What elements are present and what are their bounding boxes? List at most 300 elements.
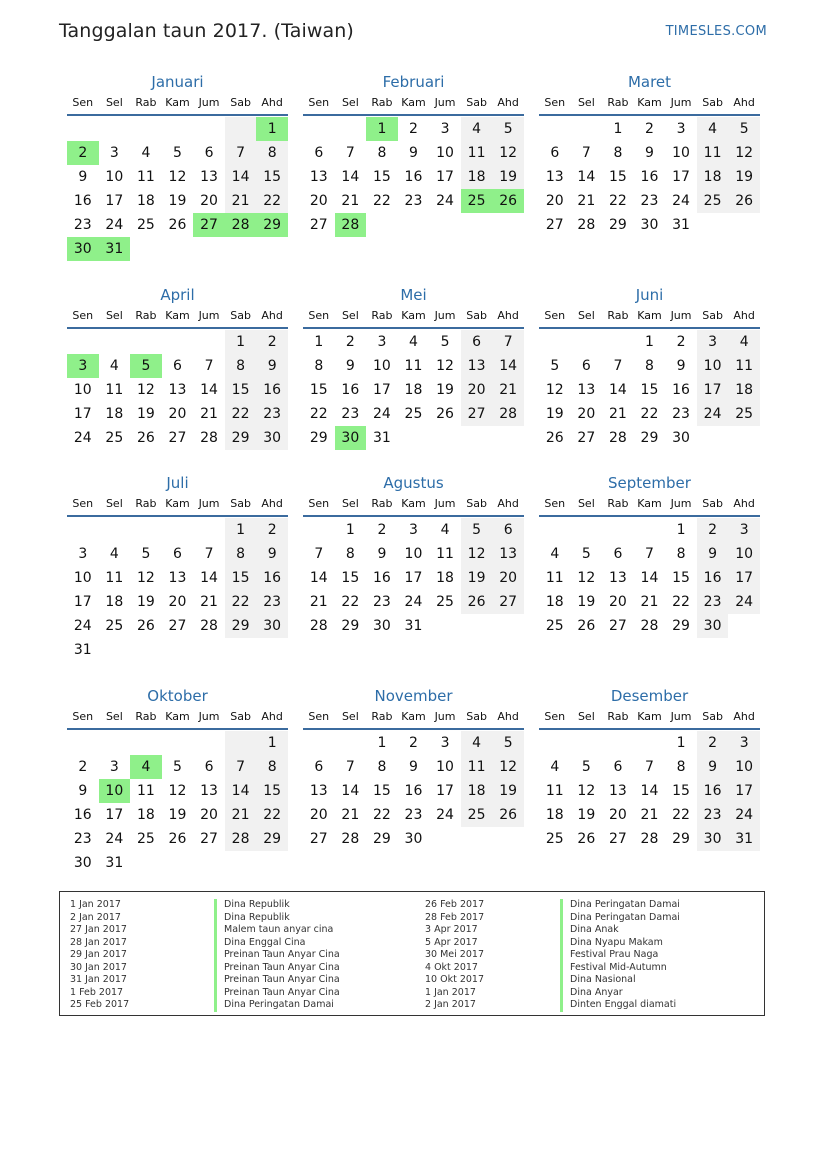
day-cell: 23	[404, 193, 423, 209]
day-cell: 19	[136, 594, 155, 610]
month-name: Desember	[610, 687, 689, 705]
empty-day-cell	[728, 614, 760, 638]
day-cell: 19	[436, 382, 454, 398]
day-cell: 21	[200, 406, 218, 422]
day-cell: 9	[697, 542, 729, 566]
day-cell: 23	[404, 807, 423, 823]
weekday-label: Rab	[607, 96, 629, 109]
weekday-label: Jum	[198, 497, 220, 510]
day-cell: 15	[672, 783, 690, 799]
weekday-label: Ahd	[497, 309, 519, 322]
day-cell: 21	[225, 803, 257, 827]
week-row	[539, 117, 760, 141]
header-rule	[67, 327, 288, 329]
day-cell: 23	[640, 193, 659, 209]
week-row	[303, 330, 524, 354]
week-row	[539, 779, 760, 803]
weekday-label: Rab	[371, 96, 393, 109]
day-cell: 30	[256, 614, 288, 638]
day-cell: 27	[461, 402, 493, 426]
month-maret	[539, 72, 760, 237]
holiday-day-cell: 3	[67, 354, 99, 378]
weekday-label: Jum	[670, 309, 692, 322]
day-cell: 14	[492, 354, 524, 378]
empty-day-cell	[162, 731, 194, 755]
weekday-header	[67, 305, 288, 327]
week-row	[303, 731, 524, 755]
legend-entry: 27 Jan 2017	[70, 924, 127, 935]
day-cell: 21	[608, 406, 627, 422]
weekday-label: Rab	[607, 309, 629, 322]
empty-day-cell	[571, 518, 603, 542]
day-cell: 20	[309, 193, 328, 209]
day-cell: 12	[136, 570, 155, 586]
day-cell: 19	[577, 594, 596, 610]
empty-day-cell	[602, 731, 634, 755]
empty-day-cell	[256, 237, 288, 261]
day-cell: 5	[461, 518, 493, 542]
weekday-label: Sel	[341, 497, 359, 510]
empty-day-cell	[162, 851, 194, 875]
day-cell: 24	[404, 594, 423, 610]
empty-day-cell	[162, 330, 194, 354]
month-name: Januari	[151, 73, 204, 91]
day-cell: 24	[73, 430, 92, 446]
day-cell: 11	[697, 141, 729, 165]
weekday-label: Kam	[401, 96, 426, 109]
weekday-label: Sab	[230, 497, 251, 510]
week-row	[67, 614, 288, 638]
day-cell: 4	[440, 522, 450, 538]
weekday-header	[67, 493, 288, 515]
day-cell: 5	[550, 358, 560, 374]
weekday-label: Kam	[637, 497, 662, 510]
legend-entry: 4 Okt 2017	[425, 961, 478, 973]
weekday-label: Rab	[135, 309, 157, 322]
day-cell: 25	[461, 803, 493, 827]
empty-day-cell	[461, 213, 493, 237]
day-cell: 4	[141, 145, 151, 161]
day-cell: 12	[728, 141, 760, 165]
day-cell: 5	[581, 759, 591, 775]
legend-entry: 2 Jan 2017	[425, 999, 476, 1010]
day-cell: 6	[461, 330, 493, 354]
day-cell: 26	[728, 189, 760, 213]
holiday-day-cell: 30	[67, 237, 99, 261]
month-name: Mei	[400, 286, 427, 304]
empty-day-cell	[429, 827, 461, 851]
day-cell: 28	[200, 430, 218, 446]
day-cell: 28	[608, 430, 627, 446]
day-cell: 2	[676, 334, 686, 350]
legend-entry: 29 Jan 2017	[70, 949, 127, 960]
week-row	[303, 354, 524, 378]
day-cell: 18	[436, 570, 454, 586]
holiday-day-cell: 26	[492, 189, 524, 213]
day-cell: 9	[409, 759, 418, 775]
day-cell: 17	[436, 169, 454, 185]
empty-day-cell	[225, 731, 257, 755]
weekday-label: Rab	[371, 309, 393, 322]
day-cell: 3	[109, 145, 119, 161]
week-row	[303, 566, 524, 590]
day-cell: 8	[256, 141, 288, 165]
day-cell: 24	[372, 406, 391, 422]
day-cell: 16	[640, 169, 659, 185]
day-cell: 6	[314, 145, 324, 161]
day-cell: 5	[173, 145, 182, 161]
day-cell: 5	[581, 546, 591, 562]
day-cell: 23	[256, 590, 288, 614]
day-cell: 2	[409, 121, 418, 137]
day-cell: 31	[105, 855, 124, 871]
week-row	[303, 189, 524, 213]
header-rule	[67, 114, 288, 116]
empty-day-cell	[130, 518, 162, 542]
day-cell: 22	[225, 402, 257, 426]
day-cell: 6	[550, 145, 560, 161]
day-cell: 4	[550, 546, 560, 562]
weekday-label: Sel	[341, 710, 359, 723]
legend-entry: 30 Mei 2017	[425, 949, 484, 960]
day-cell: 28	[492, 402, 524, 426]
day-cell: 26	[168, 217, 187, 233]
day-cell: 18	[105, 406, 124, 422]
empty-day-cell	[728, 426, 760, 450]
day-cell: 8	[225, 354, 257, 378]
day-cell: 9	[256, 542, 288, 566]
weekday-label: Sen	[72, 96, 94, 109]
day-cell: 2	[345, 334, 355, 350]
legend-entry: Dina Anyar	[560, 987, 680, 1000]
day-cell: 13	[200, 783, 218, 799]
day-cell: 15	[640, 382, 659, 398]
day-cell: 2	[645, 121, 654, 137]
day-cell: 26	[492, 803, 524, 827]
week-row	[539, 402, 760, 426]
day-cell: 19	[136, 406, 155, 422]
day-cell: 1	[345, 522, 355, 538]
day-cell: 29	[256, 827, 288, 851]
empty-day-cell	[335, 117, 367, 141]
empty-day-cell	[193, 237, 225, 261]
week-row	[539, 542, 760, 566]
day-cell: 16	[697, 779, 729, 803]
empty-day-cell	[697, 426, 729, 450]
day-cell: 27	[492, 590, 524, 614]
header-rule	[303, 515, 524, 517]
weekday-label: Kam	[401, 497, 426, 510]
day-cell: 7	[492, 330, 524, 354]
day-cell: 26	[577, 831, 596, 847]
day-cell: 11	[404, 358, 423, 374]
day-cell: 7	[645, 546, 654, 562]
day-cell: 30	[372, 618, 391, 634]
day-cell: 26	[136, 618, 155, 634]
day-cell: 15	[672, 570, 690, 586]
day-cell: 11	[105, 570, 124, 586]
week-row	[303, 755, 524, 779]
week-row	[67, 566, 288, 590]
legend-entry: 30 Jan 2017	[70, 961, 127, 973]
weekday-label: Kam	[165, 710, 190, 723]
day-cell: 22	[341, 594, 360, 610]
day-cell: 5	[173, 759, 182, 775]
day-cell: 22	[256, 803, 288, 827]
weekday-label: Rab	[371, 710, 393, 723]
week-row	[539, 518, 760, 542]
weekday-label: Sen	[72, 710, 94, 723]
day-cell: 17	[404, 570, 423, 586]
day-cell: 29	[672, 831, 690, 847]
day-cell: 1	[613, 121, 623, 137]
legend-entry: 26 Feb 2017	[425, 899, 485, 910]
empty-day-cell	[697, 213, 729, 237]
weekday-label: Kam	[637, 96, 662, 109]
week-row	[539, 141, 760, 165]
day-cell: 18	[404, 382, 423, 398]
day-cell: 16	[404, 169, 423, 185]
day-cell: 4	[109, 358, 119, 374]
day-cell: 9	[377, 546, 387, 562]
day-cell: 14	[341, 169, 360, 185]
weekday-label: Sab	[230, 96, 251, 109]
day-cell: 24	[672, 193, 690, 209]
header-rule	[67, 728, 288, 730]
day-cell: 9	[345, 358, 355, 374]
day-cell: 8	[225, 542, 257, 566]
week-row	[539, 566, 760, 590]
day-cell: 15	[372, 783, 391, 799]
day-cell: 8	[377, 145, 387, 161]
week-row	[67, 755, 288, 779]
weekday-label: Kam	[401, 710, 426, 723]
day-cell: 20	[168, 406, 187, 422]
week-row	[539, 426, 760, 450]
empty-day-cell	[67, 330, 99, 354]
day-cell: 30	[404, 831, 423, 847]
day-cell: 1	[676, 522, 686, 538]
week-row	[539, 330, 760, 354]
day-cell: 6	[204, 759, 214, 775]
day-cell: 21	[492, 378, 524, 402]
day-cell: 15	[372, 169, 391, 185]
day-cell: 2	[256, 518, 288, 542]
legend-entry: Dina Nasional	[560, 974, 680, 987]
weekday-label: Sel	[105, 96, 123, 109]
day-cell: 13	[461, 354, 493, 378]
header-rule	[539, 327, 760, 329]
day-cell: 20	[200, 193, 218, 209]
legend-entry: Dina Anak	[560, 924, 680, 937]
weekday-label: Sab	[230, 309, 251, 322]
day-cell: 13	[577, 382, 596, 398]
weekday-label: Rab	[607, 710, 629, 723]
day-cell: 13	[200, 169, 218, 185]
day-cell: 20	[545, 193, 564, 209]
empty-day-cell	[602, 518, 634, 542]
day-cell: 9	[697, 755, 729, 779]
day-cell: 21	[309, 594, 328, 610]
weekday-label: Sen	[308, 96, 330, 109]
day-cell: 20	[577, 406, 596, 422]
week-row	[303, 542, 524, 566]
week-row	[303, 117, 524, 141]
day-cell: 6	[613, 759, 623, 775]
day-cell: 31	[372, 430, 391, 446]
day-cell: 27	[608, 618, 627, 634]
page-title: Tanggalan taun 2017. (Taiwan)	[59, 20, 354, 42]
day-cell: 20	[200, 807, 218, 823]
weekday-label: Kam	[165, 309, 190, 322]
day-cell: 2	[409, 735, 418, 751]
day-cell: 31	[728, 827, 760, 851]
week-row	[67, 851, 288, 875]
legend-dates-col1	[70, 899, 129, 1012]
legend-entry: 28 Jan 2017	[70, 936, 127, 948]
month-name: Oktober	[147, 687, 208, 705]
week-row	[67, 542, 288, 566]
day-cell: 20	[492, 566, 524, 590]
day-cell: 26	[577, 618, 596, 634]
weekday-label: Ahd	[261, 497, 283, 510]
weekday-label: Sen	[544, 96, 566, 109]
day-cell: 23	[372, 594, 391, 610]
weekday-header	[303, 92, 524, 114]
day-cell: 16	[697, 566, 729, 590]
weekday-label: Sab	[466, 497, 487, 510]
day-cell: 28	[640, 831, 659, 847]
month-name: September	[608, 474, 691, 492]
day-cell: 23	[672, 406, 690, 422]
day-cell: 31	[404, 618, 423, 634]
empty-day-cell	[398, 426, 430, 450]
empty-day-cell	[634, 731, 666, 755]
weekday-label: Sel	[341, 96, 359, 109]
day-cell: 14	[608, 382, 627, 398]
site-logo[interactable]: TIMESLES.COM	[665, 24, 767, 39]
day-cell: 5	[728, 117, 760, 141]
empty-day-cell	[303, 731, 335, 755]
week-row	[303, 165, 524, 189]
empty-day-cell	[429, 426, 461, 450]
day-cell: 8	[314, 358, 324, 374]
day-cell: 28	[225, 827, 257, 851]
day-cell: 2	[697, 518, 729, 542]
month-april	[67, 285, 288, 450]
day-cell: 15	[608, 169, 627, 185]
day-cell: 22	[608, 193, 627, 209]
day-cell: 5	[141, 546, 151, 562]
day-cell: 12	[492, 755, 524, 779]
day-cell: 11	[136, 783, 155, 799]
week-row	[539, 755, 760, 779]
empty-day-cell	[193, 731, 225, 755]
week-row	[303, 803, 524, 827]
week-row	[67, 117, 288, 141]
day-cell: 16	[372, 570, 391, 586]
weekday-label: Kam	[401, 309, 426, 322]
day-cell: 27	[309, 217, 328, 233]
weekday-label: Ahd	[497, 710, 519, 723]
holiday-day-cell: 29	[256, 213, 288, 237]
weekday-header	[303, 706, 524, 728]
empty-day-cell	[492, 426, 524, 450]
legend-entry: 10 Okt 2017	[425, 974, 485, 985]
day-cell: 14	[640, 783, 659, 799]
legend-entry: 5 Apr 2017	[425, 936, 478, 948]
day-cell: 16	[341, 382, 360, 398]
weekday-label: Ahd	[733, 96, 755, 109]
weekday-label: Sen	[544, 309, 566, 322]
day-cell: 26	[461, 590, 493, 614]
day-cell: 3	[440, 735, 450, 751]
day-cell: 24	[105, 831, 124, 847]
day-cell: 6	[204, 145, 214, 161]
day-cell: 23	[341, 406, 360, 422]
empty-day-cell	[256, 638, 288, 662]
day-cell: 7	[345, 145, 355, 161]
day-cell: 3	[377, 334, 387, 350]
day-cell: 25	[436, 594, 454, 610]
holiday-day-cell: 4	[130, 755, 162, 779]
day-cell: 4	[409, 334, 418, 350]
holiday-day-cell: 28	[335, 213, 367, 237]
day-cell: 3	[728, 518, 760, 542]
empty-day-cell	[130, 731, 162, 755]
day-cell: 18	[697, 165, 729, 189]
header-rule	[303, 728, 524, 730]
day-cell: 17	[728, 779, 760, 803]
day-cell: 4	[109, 546, 119, 562]
day-cell: 11	[436, 546, 454, 562]
empty-day-cell	[539, 731, 571, 755]
day-cell: 4	[461, 731, 493, 755]
weekday-label: Jum	[434, 309, 456, 322]
weekday-label: Jum	[670, 710, 692, 723]
weekday-label: Jum	[670, 497, 692, 510]
week-row	[303, 827, 524, 851]
month-name: Juni	[635, 286, 664, 304]
day-cell: 8	[377, 759, 387, 775]
legend-entry: Festival Mid-Autumn	[560, 962, 680, 975]
empty-day-cell	[492, 213, 524, 237]
weekday-label: Rab	[135, 497, 157, 510]
day-cell: 1	[256, 731, 288, 755]
day-cell: 25	[545, 831, 564, 847]
day-cell: 10	[404, 546, 423, 562]
weekday-header	[539, 706, 760, 728]
day-cell: 20	[608, 807, 627, 823]
month-oktober	[67, 686, 288, 875]
empty-day-cell	[492, 614, 524, 638]
legend-entry: 25 Feb 2017	[70, 999, 130, 1010]
week-row	[67, 354, 288, 378]
legend-entry: 28 Feb 2017	[425, 911, 485, 923]
day-cell: 30	[73, 855, 92, 871]
day-cell: 16	[256, 566, 288, 590]
day-cell: 28	[577, 217, 596, 233]
day-cell: 7	[204, 358, 214, 374]
empty-day-cell	[728, 213, 760, 237]
day-cell: 8	[676, 759, 686, 775]
month-agustus	[303, 473, 524, 638]
day-cell: 18	[545, 594, 564, 610]
legend-entry: Festival Prau Naga	[560, 949, 680, 962]
legend-entry: Preinan Taun Anyar Cina	[214, 949, 340, 962]
empty-day-cell	[461, 614, 493, 638]
day-cell: 19	[168, 193, 187, 209]
